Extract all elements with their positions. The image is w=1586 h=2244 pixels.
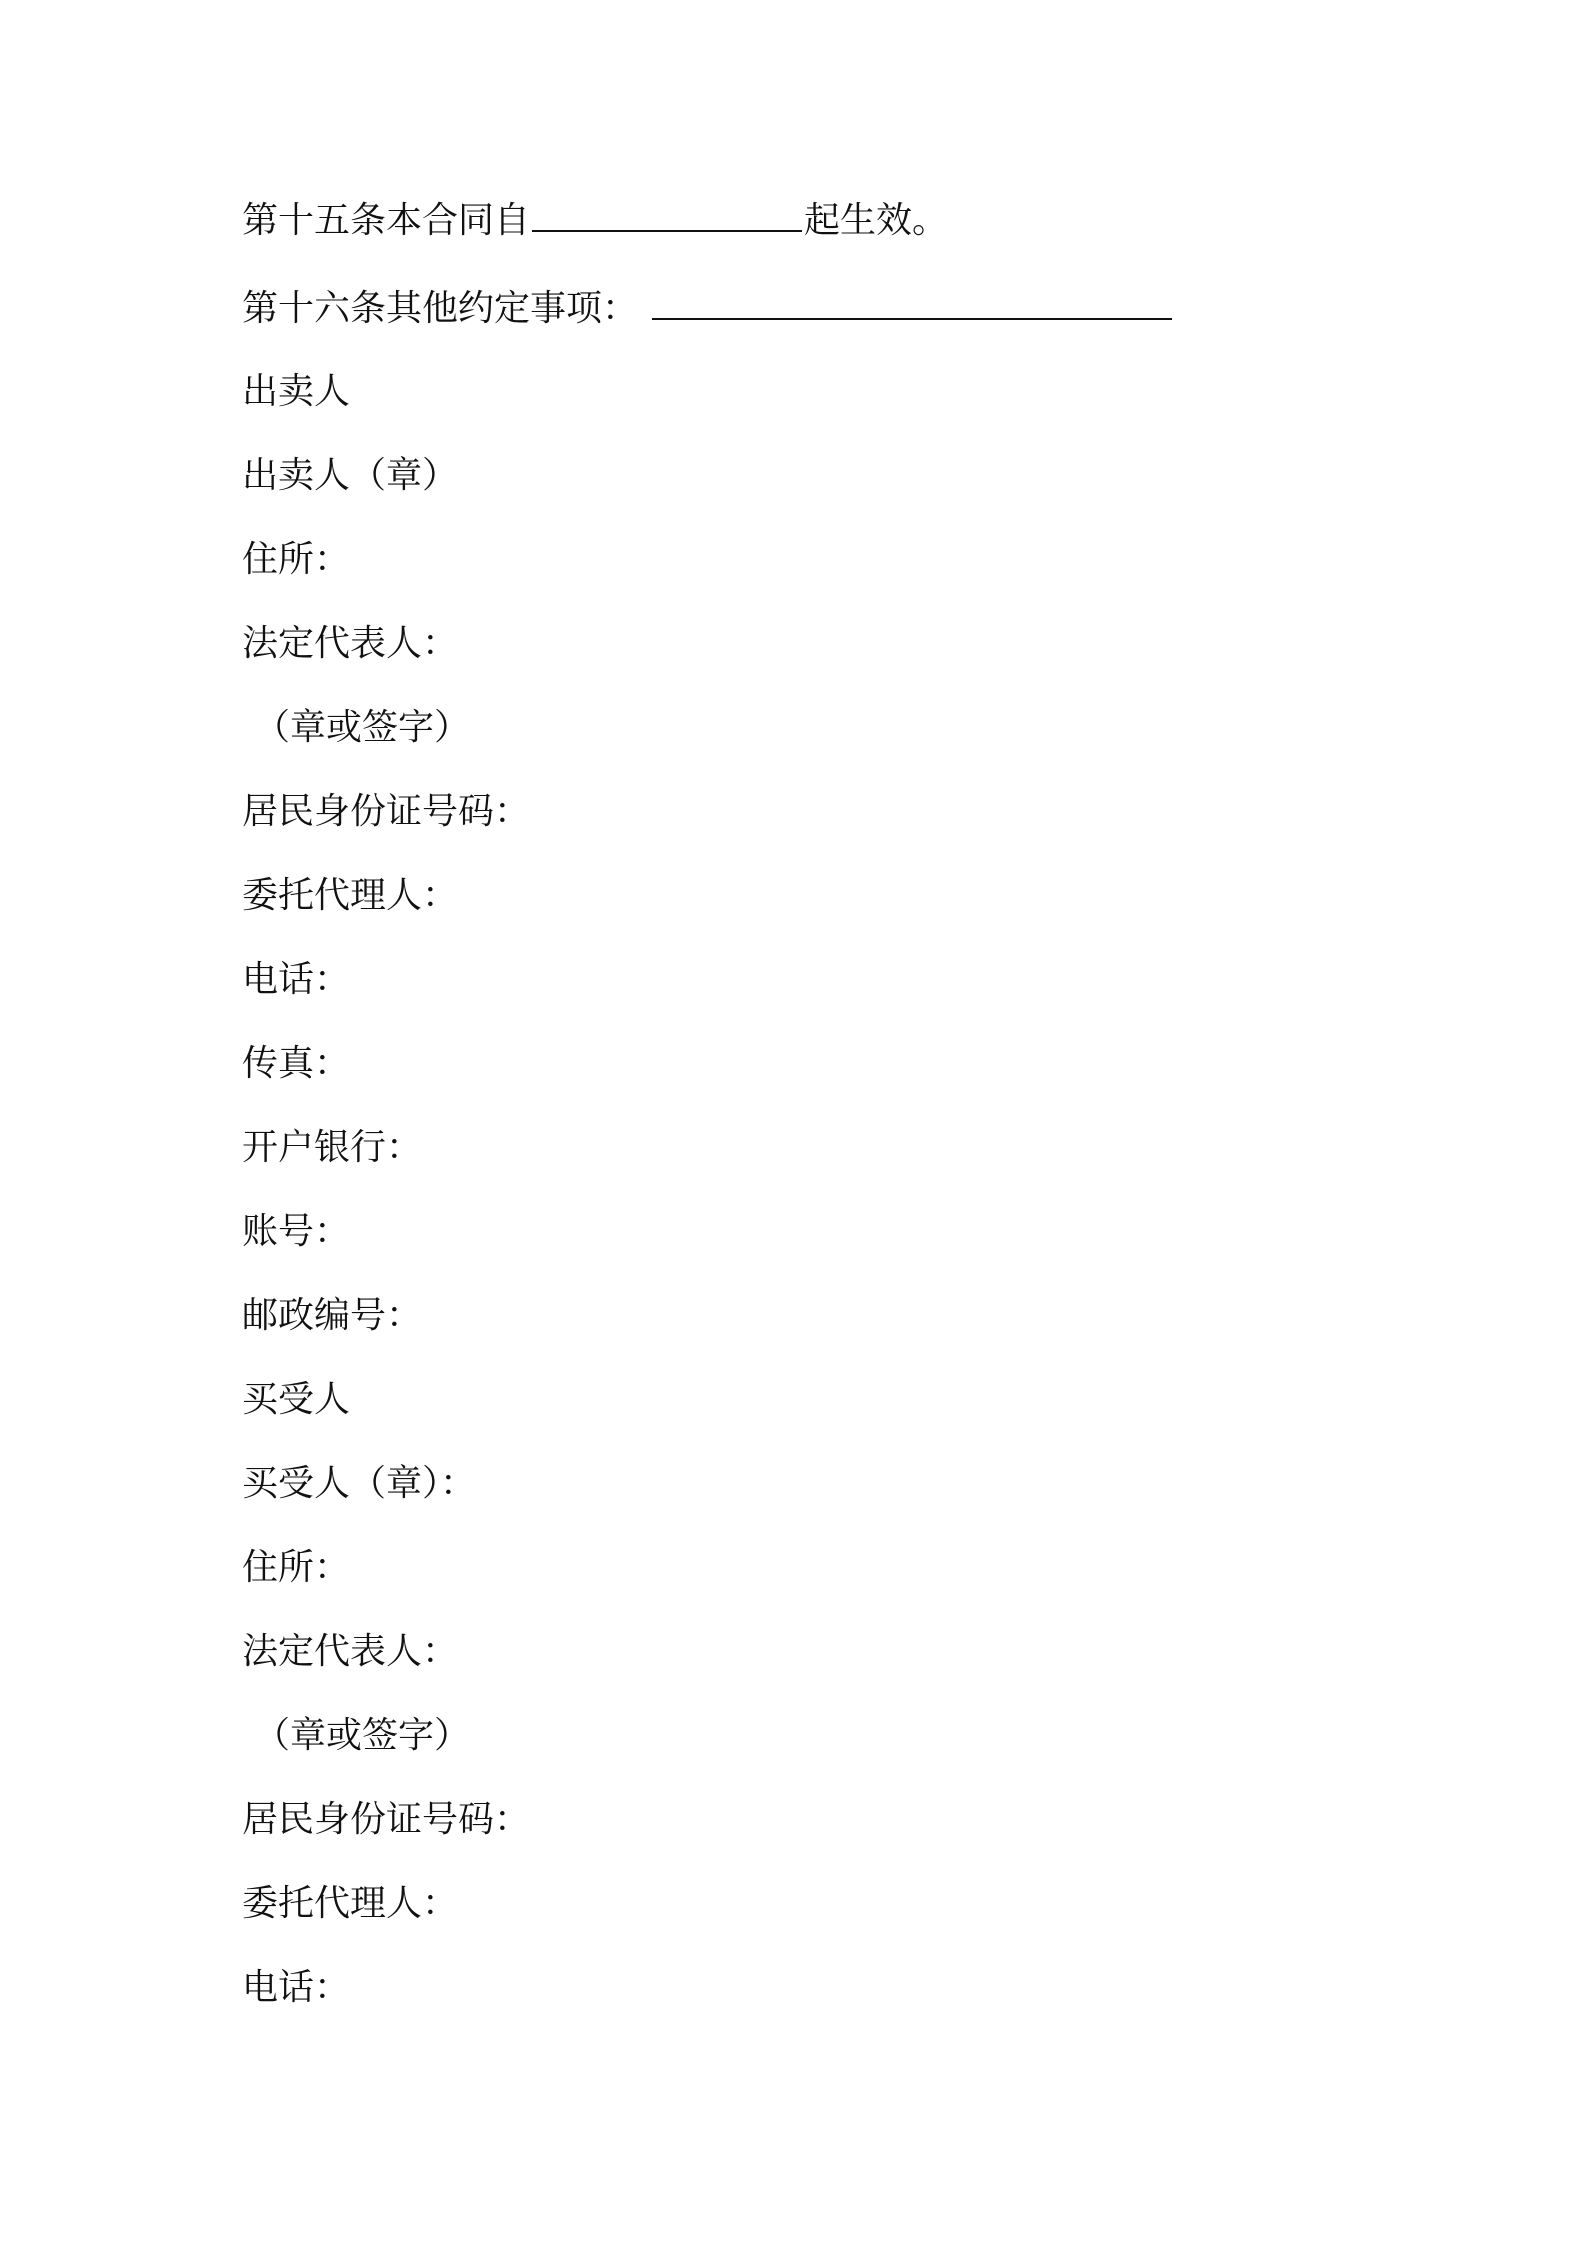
article-16-text: 第十六条其他约定事项： — [242, 288, 639, 329]
article-15-prefix: 第十五条本合同自 — [242, 200, 531, 241]
buyer-seal-label: 买受人（章）： — [242, 1463, 477, 1504]
buyer-id-number-label: 居民身份证号码： — [242, 1799, 531, 1840]
contract-signature-section — [242, 196, 1342, 2012]
seller-postcode-label: 邮政编号： — [242, 1295, 423, 1336]
seller-sign-label: （章或签字） — [254, 707, 471, 748]
seller-legal-rep-label: 法定代表人： — [242, 623, 459, 664]
article-16 — [242, 284, 1342, 332]
seller-phone-label: 电话： — [242, 959, 351, 1000]
seller-heading: 出卖人 — [242, 371, 351, 412]
article-15-suffix: 起生效。 — [804, 200, 949, 241]
buyer-heading: 买受人 — [242, 1379, 351, 1420]
article-15 — [242, 196, 1342, 244]
buyer-sign-label: （章或签字） — [254, 1715, 471, 1756]
seller-bank-label: 开户银行： — [242, 1127, 423, 1168]
seller-id-number-label: 居民身份证号码： — [242, 791, 531, 832]
buyer-phone-label: 电话： — [242, 1967, 351, 2008]
buyer-address-label: 住所： — [242, 1547, 351, 1588]
effective-date-blank — [532, 196, 802, 232]
seller-agent-label: 委托代理人： — [242, 875, 459, 916]
seller-seal-label: 出卖人（章） — [242, 455, 459, 496]
buyer-legal-rep-label: 法定代表人： — [242, 1631, 459, 1672]
seller-address-label: 住所： — [242, 539, 351, 580]
seller-fax-label: 传真： — [242, 1043, 351, 1084]
buyer-agent-label: 委托代理人： — [242, 1883, 459, 1924]
seller-account-label: 账号： — [242, 1211, 351, 1252]
other-matters-blank — [652, 284, 1172, 320]
